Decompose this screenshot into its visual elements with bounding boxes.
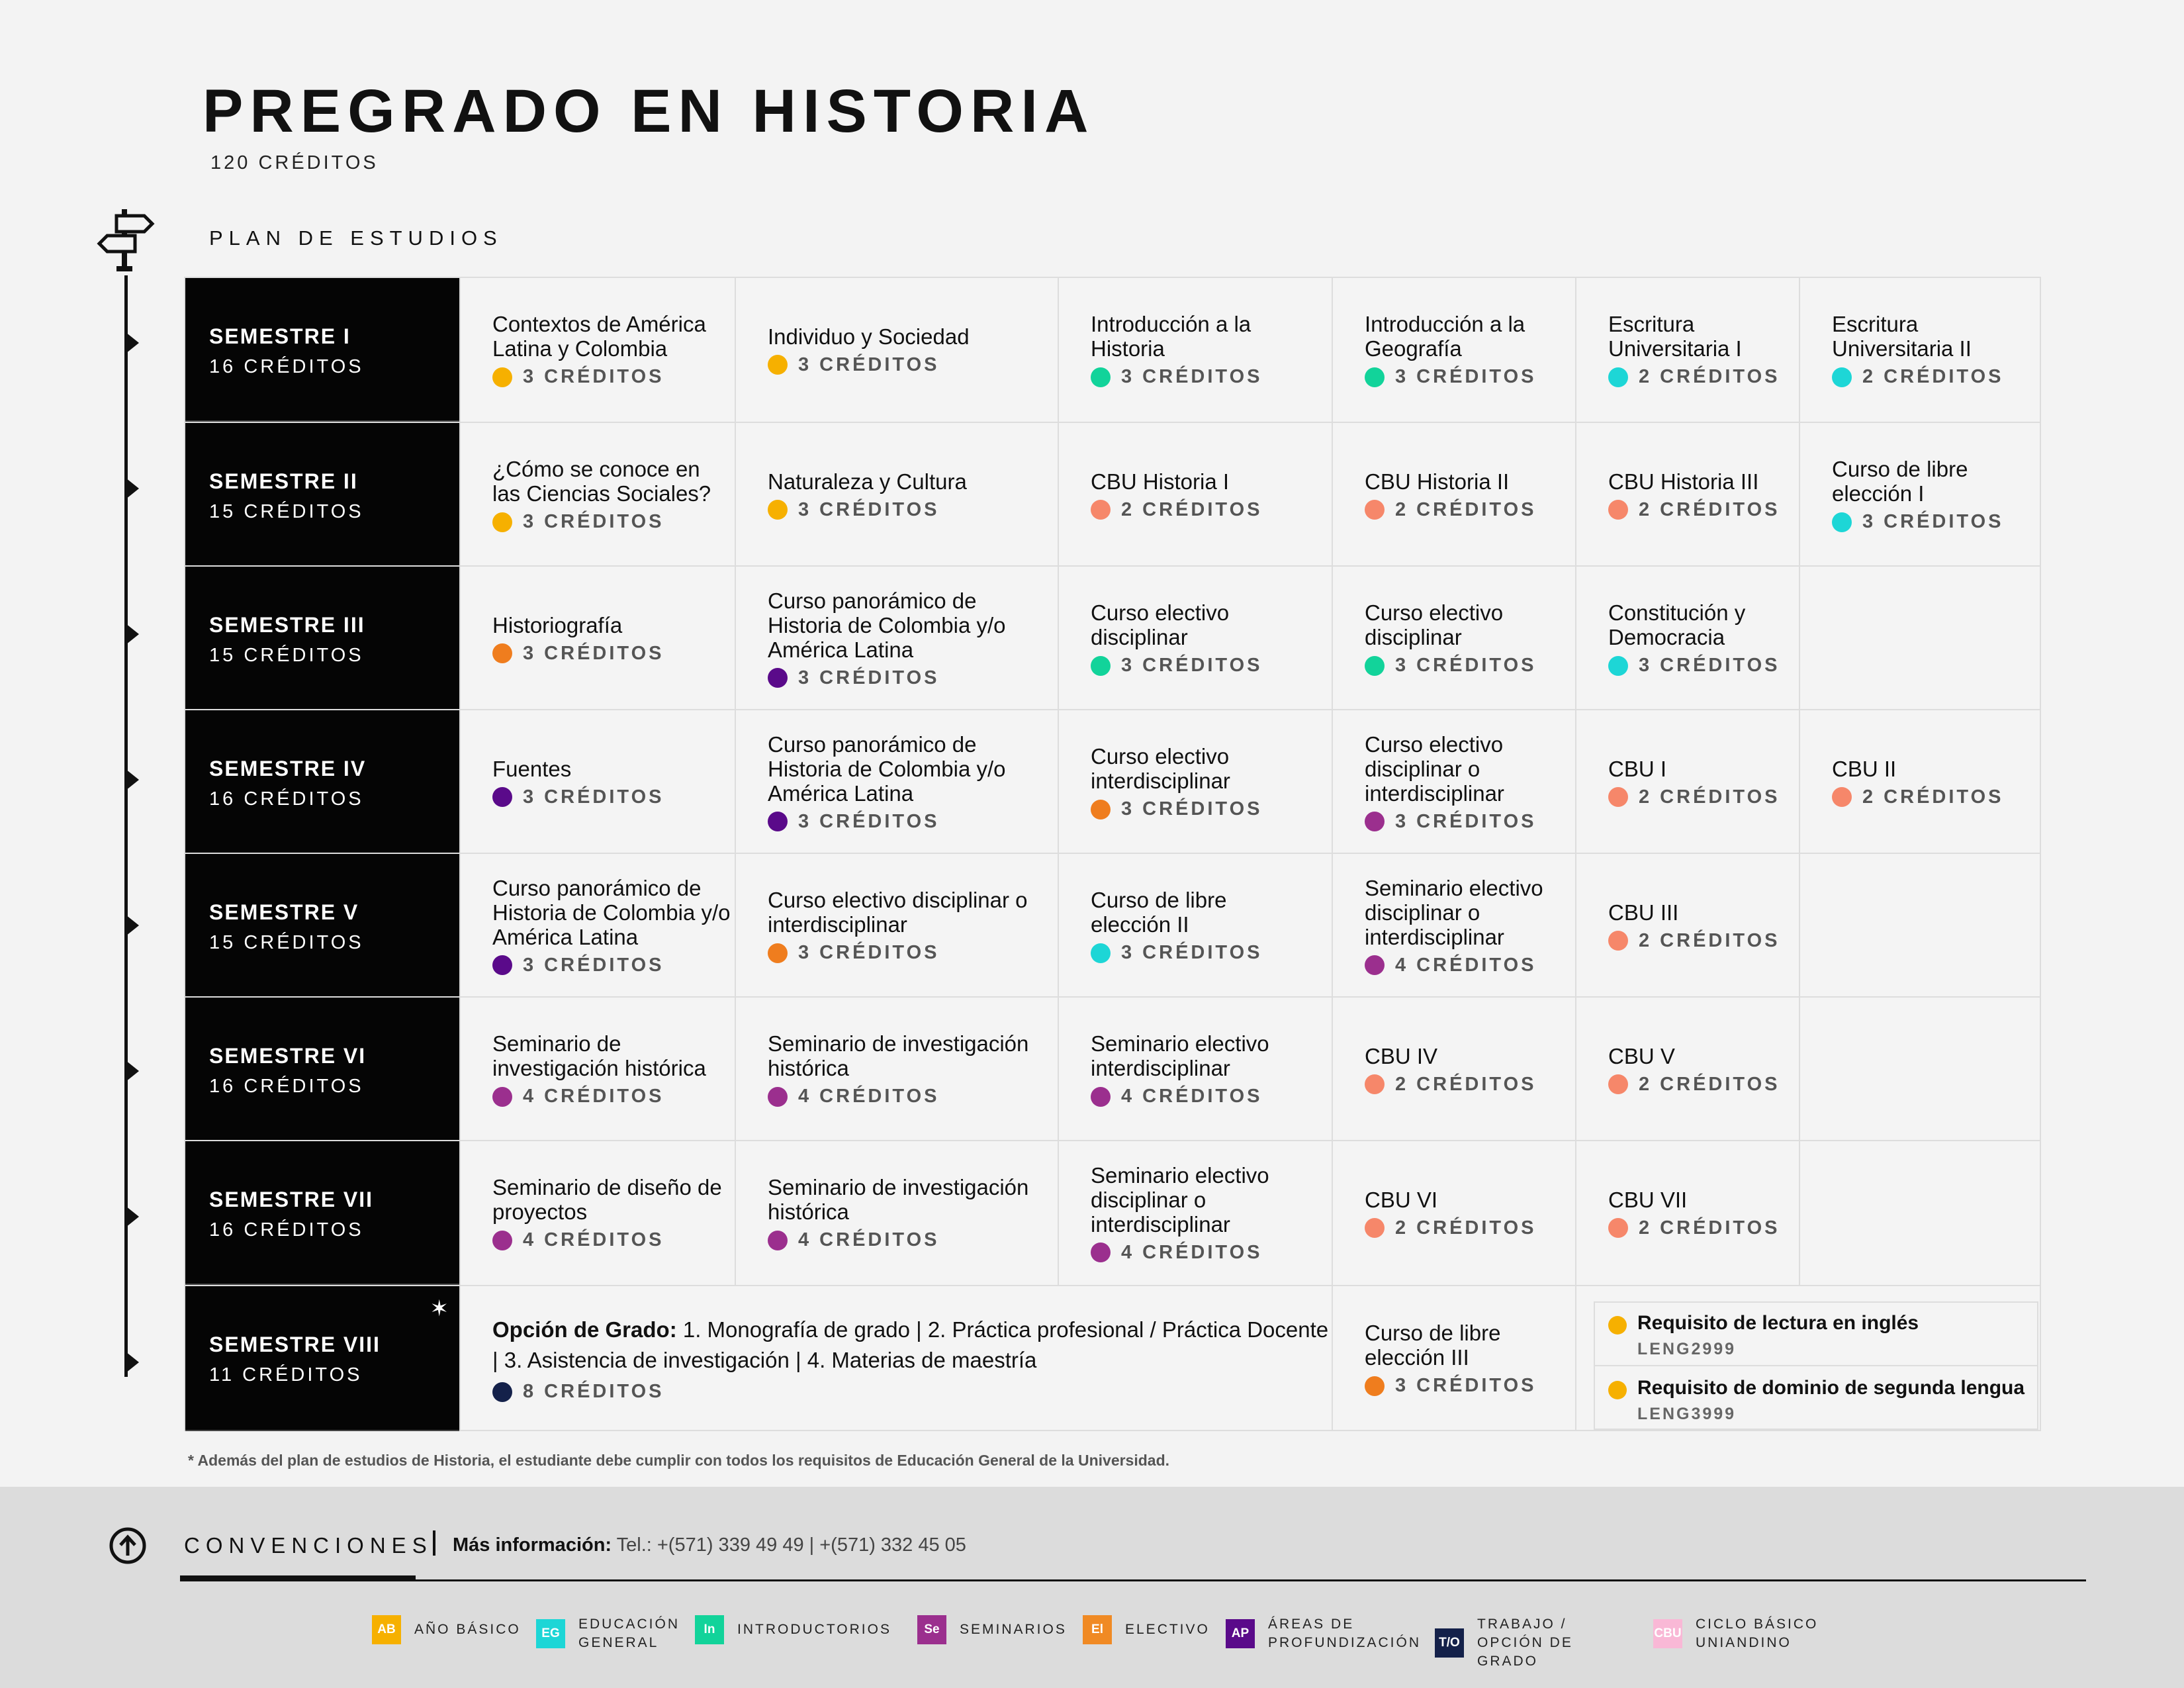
semester-credits: 16 CRÉDITOS (209, 788, 364, 810)
course-credits: 3 CRÉDITOS (492, 955, 735, 976)
semester-header (185, 1141, 459, 1285)
legend-label: EDUCACIÓN GENERAL (578, 1617, 680, 1650)
semester-name: SEMESTRE I (209, 324, 351, 348)
course-cell (1332, 278, 1575, 422)
semester-credits: 11 CRÉDITOS (209, 1364, 363, 1385)
course-name: Seminario de diseño de proyectos (492, 1175, 722, 1224)
empty-cell (1799, 567, 2040, 710)
requirement-english (1594, 1301, 2038, 1366)
legend-swatch: AB (372, 1615, 401, 1644)
legend-label: ÁREAS DE PROFUNDIZACIÓN (1268, 1617, 1421, 1650)
course-cell (1332, 423, 1575, 567)
category-dot (768, 812, 788, 831)
divider (433, 1530, 435, 1556)
category-dot (1365, 812, 1385, 831)
more-info-phone: Tel.: +(571) 339 49 49 | +(571) 332 45 05 (612, 1534, 966, 1556)
divider-accent (180, 1575, 416, 1581)
course-credits: 2 CRÉDITOS (1365, 1074, 1575, 1096)
legend-label: SEMINARIOS (960, 1622, 1067, 1637)
semester-name: SEMESTRE VIII (209, 1333, 381, 1356)
timeline-arrow-icon (126, 1060, 139, 1082)
legend-label: INTRODUCTORIOS (737, 1622, 891, 1637)
category-dot (1608, 1074, 1628, 1094)
course-credits: 3 CRÉDITOS (1365, 1375, 1575, 1397)
timeline-arrow-icon (126, 915, 139, 936)
category-dot (1608, 787, 1628, 807)
course-name: Historiografía (492, 612, 623, 637)
category-dot (492, 787, 512, 807)
grado-label: Opción de Grado: (492, 1317, 677, 1342)
course-cell (1058, 998, 1332, 1141)
course-credits: 2 CRÉDITOS (1608, 499, 1799, 521)
semester-name: SEMESTRE VI (209, 1044, 367, 1068)
course-name: Individuo y Sociedad (768, 324, 970, 349)
semester-credits: 16 CRÉDITOS (209, 1219, 364, 1241)
course-credits: 4 CRÉDITOS (1091, 1242, 1332, 1264)
course-cell (1575, 710, 1799, 854)
footnote: * Además del plan de estudios de Historia, el estudiante debe cumplir con todos los requisitos de Educación General de la Universidad. (188, 1452, 1170, 1469)
semester-header (185, 567, 459, 710)
category-dot (768, 500, 788, 520)
legend-swatch: AP (1226, 1619, 1255, 1648)
requirement-title: Requisito de dominio de segunda lengua (1637, 1377, 2025, 1399)
course-credits: 3 CRÉDITOS (768, 499, 1058, 521)
category-dot (492, 643, 512, 663)
category-dot (1832, 512, 1852, 532)
course-cell (1575, 423, 1799, 567)
course-credits: 4 CRÉDITOS (492, 1086, 735, 1107)
course-name: Contextos de América Latina y Colombia (492, 312, 706, 361)
category-dot (1365, 1218, 1385, 1238)
course-name: CBU VI (1365, 1187, 1438, 1212)
course-name: Seminario electivo disciplinar o interdisciplinar (1091, 1162, 1269, 1237)
arrow-up-circle-icon (109, 1526, 147, 1565)
grado-options (492, 1315, 1332, 1376)
category-dot (1365, 367, 1385, 387)
course-credits: 3 CRÉDITOS (492, 786, 735, 808)
course-name: CBU Historia II (1365, 469, 1510, 494)
legend-swatch: EG (536, 1619, 565, 1648)
course-name: CBU III (1608, 900, 1679, 925)
semester-header (185, 998, 459, 1141)
semester-header (185, 278, 459, 422)
course-cell (735, 998, 1058, 1141)
category-dot (492, 367, 512, 387)
course-credits: 4 CRÉDITOS (492, 1229, 735, 1251)
category-dot (492, 1382, 512, 1402)
semester-header (185, 423, 459, 567)
semester-credits: 16 CRÉDITOS (209, 1076, 364, 1097)
course-cell (459, 710, 735, 854)
semester-header (185, 1286, 459, 1431)
course-cell (1575, 854, 1799, 998)
divider (180, 1579, 2086, 1581)
semester-credits: 15 CRÉDITOS (209, 645, 364, 666)
course-name: ¿Cómo se conoce en las Ciencias Sociales? (492, 457, 711, 506)
course-cell (1058, 278, 1332, 422)
requirement-code: LENG3999 (1637, 1405, 1737, 1423)
course-name: Escritura Universitaria II (1832, 312, 1972, 361)
course-credits: 4 CRÉDITOS (768, 1086, 1058, 1107)
course-credits: 3 CRÉDITOS (768, 811, 1058, 833)
course-credits: 3 CRÉDITOS (492, 366, 735, 388)
course-credits: 8 CRÉDITOS (492, 1381, 1332, 1403)
course-credits: 2 CRÉDITOS (1608, 786, 1799, 808)
course-name: Naturaleza y Cultura (768, 469, 967, 494)
course-credits: 2 CRÉDITOS (1365, 1217, 1575, 1239)
semester-row-6 (185, 996, 2040, 1141)
category-dot (492, 512, 512, 532)
course-cell (1799, 278, 2040, 422)
course-cell (735, 567, 1058, 710)
course-cell (735, 710, 1058, 854)
course-credits: 2 CRÉDITOS (1091, 499, 1332, 521)
course-name: Curso electivo disciplinar o interdisciplinar (768, 888, 1028, 937)
timeline-arrow-icon (126, 332, 139, 353)
category-dot (1091, 656, 1111, 676)
signpost-icon (97, 209, 155, 273)
timeline-arrow-icon (126, 769, 139, 790)
course-cell (735, 854, 1058, 998)
course-name: Seminario de investigación histórica (768, 1031, 1029, 1080)
course-cell (1575, 567, 1799, 710)
category-dot (768, 1231, 788, 1250)
course-name: Introducción a la Historia (1091, 312, 1251, 361)
semester-row-4 (185, 709, 2040, 854)
course-credits: 2 CRÉDITOS (1365, 499, 1575, 521)
curriculum-grid (184, 277, 2041, 1431)
semester-credits: 16 CRÉDITOS (209, 356, 364, 377)
empty-cell (1799, 854, 2040, 998)
course-name: Curso electivo disciplinar (1091, 600, 1230, 649)
category-dot (1608, 367, 1628, 387)
category-dot (1365, 656, 1385, 676)
conventions-label: CONVENCIONES (184, 1533, 433, 1558)
semester-row-2 (185, 422, 2040, 567)
grado-cell (459, 1286, 1332, 1431)
legend-swatch: T/O (1435, 1628, 1464, 1658)
category-dot (1608, 931, 1628, 951)
category-dot (1608, 656, 1628, 676)
timeline-arrow-icon (126, 1206, 139, 1227)
course-name: Curso panorámico de Historia de Colombia y/o América Latina (768, 731, 1006, 806)
course-credits: 3 CRÉDITOS (492, 511, 735, 533)
category-dot (1608, 500, 1628, 520)
course-name: Curso electivo interdisciplinar (1091, 744, 1230, 793)
course-cell (1332, 1286, 1575, 1431)
semester-name: SEMESTRE IV (209, 757, 367, 780)
legend-item (1653, 1615, 1841, 1652)
course-name: Curso de libre elección II (1091, 888, 1227, 937)
requirement-code: LENG2999 (1637, 1340, 1737, 1358)
semester-credits: 15 CRÉDITOS (209, 501, 364, 522)
course-cell (459, 1141, 735, 1285)
course-name: Seminario electivo interdisciplinar (1091, 1031, 1269, 1080)
course-credits: 3 CRÉDITOS (1365, 655, 1575, 677)
category-dot (1091, 943, 1111, 963)
legend-item (1435, 1615, 1623, 1671)
course-credits: 3 CRÉDITOS (768, 354, 1058, 376)
course-credits: 3 CRÉDITOS (1091, 798, 1332, 820)
category-dot (492, 1087, 512, 1107)
legend-swatch: El (1083, 1615, 1112, 1644)
timeline-arrow-icon (126, 624, 139, 645)
more-info (453, 1534, 966, 1556)
course-credits: 3 CRÉDITOS (768, 667, 1058, 689)
legend-swatch: Se (917, 1615, 946, 1644)
course-name: CBU VII (1608, 1187, 1688, 1212)
requirement-dot (1608, 1381, 1627, 1399)
course-cell (1799, 710, 2040, 854)
category-dot (1091, 367, 1111, 387)
category-dot (1091, 1243, 1111, 1262)
semester-header (185, 854, 459, 998)
course-name: Curso panorámico de Historia de Colombia y/o América Latina (768, 588, 1006, 662)
footer (0, 1487, 2184, 1688)
course-credits: 3 CRÉDITOS (1091, 366, 1332, 388)
category-dot (1365, 500, 1385, 520)
empty-cell (1799, 1141, 2040, 1285)
course-name: Fuentes (492, 756, 572, 781)
course-name: Curso panorámico de Historia de Colombia y/o América Latina (492, 875, 731, 949)
course-credits: 3 CRÉDITOS (768, 942, 1058, 964)
legend-item (1083, 1615, 1210, 1644)
course-cell (1058, 1141, 1332, 1285)
course-cell (1058, 710, 1332, 854)
more-info-label: Más información: (453, 1534, 612, 1556)
course-name: CBU V (1608, 1043, 1675, 1068)
course-name: Curso electivo disciplinar o interdisciplinar (1365, 731, 1504, 806)
course-cell (1575, 278, 1799, 422)
course-name: Seminario electivo disciplinar o interdisciplinar (1365, 875, 1543, 949)
requirement-second-language (1594, 1365, 2038, 1430)
category-dot (768, 1087, 788, 1107)
course-name: Curso de libre elección III (1365, 1321, 1501, 1370)
category-dot (768, 355, 788, 375)
course-cell (1332, 854, 1575, 998)
category-dot (1365, 955, 1385, 975)
course-credits: 2 CRÉDITOS (1832, 366, 2040, 388)
course-credits: 2 CRÉDITOS (1608, 930, 1799, 952)
course-name: Escritura Universitaria I (1608, 312, 1742, 361)
legend-label: ELECTIVO (1125, 1622, 1210, 1637)
course-credits: 3 CRÉDITOS (1365, 811, 1575, 833)
requirement-dot (1608, 1316, 1627, 1335)
course-credits: 3 CRÉDITOS (1365, 366, 1575, 388)
legend-label: CICLO BÁSICO UNIANDINO (1696, 1617, 1819, 1650)
course-cell (735, 423, 1058, 567)
semester-header (185, 710, 459, 854)
semester-row-5 (185, 853, 2040, 998)
semester-row-3 (185, 565, 2040, 710)
course-credits: 3 CRÉDITOS (1091, 942, 1332, 964)
category-dot (1091, 1087, 1111, 1107)
legend-item (1226, 1615, 1421, 1652)
legend-item (917, 1615, 1067, 1644)
course-name: CBU II (1832, 756, 1897, 781)
legend-swatch: CBU (1653, 1619, 1682, 1648)
star-icon: ✶ (430, 1296, 449, 1321)
course-credits: 3 CRÉDITOS (1832, 511, 2040, 533)
course-cell (459, 854, 735, 998)
semester-row-7 (185, 1140, 2040, 1285)
category-dot (1365, 1074, 1385, 1094)
legend-item (372, 1615, 521, 1644)
category-dot (1365, 1376, 1385, 1396)
category-dot (1091, 500, 1111, 520)
total-credits: 120 CRÉDITOS (210, 152, 379, 173)
course-cell (459, 567, 735, 710)
semester-name: SEMESTRE II (209, 469, 358, 493)
course-cell (735, 278, 1058, 422)
course-name: CBU Historia I (1091, 469, 1230, 494)
course-credits: 4 CRÉDITOS (768, 1229, 1058, 1251)
course-name: CBU I (1608, 756, 1667, 781)
course-name: Introducción a la Geografía (1365, 312, 1525, 361)
course-name: Curso electivo disciplinar (1365, 600, 1504, 649)
semester-name: SEMESTRE III (209, 613, 365, 637)
course-cell (1058, 567, 1332, 710)
course-cell (459, 423, 735, 567)
course-cell (1332, 998, 1575, 1141)
course-credits: 2 CRÉDITOS (1832, 786, 2040, 808)
course-credits: 2 CRÉDITOS (1608, 1074, 1799, 1096)
semester-credits: 15 CRÉDITOS (209, 932, 364, 953)
course-cell (1575, 998, 1799, 1141)
course-cell (1799, 423, 2040, 567)
semester-row-1 (185, 278, 2040, 422)
course-cell (1058, 854, 1332, 998)
course-name: CBU IV (1365, 1043, 1438, 1068)
course-credits: 4 CRÉDITOS (1365, 955, 1575, 976)
course-name: Constitución y Democracia (1608, 600, 1746, 649)
course-name: CBU Historia III (1608, 469, 1759, 494)
category-dot (492, 1231, 512, 1250)
category-dot (768, 668, 788, 688)
course-credits: 3 CRÉDITOS (1091, 655, 1332, 677)
legend-label: TRABAJO / OPCIÓN DE GRADO (1477, 1617, 1573, 1669)
course-cell (735, 1141, 1058, 1285)
grado-text: 1. Monografía de grado | 2. Práctica profesional / Práctica Docente | 3. Asistencia de investigación | 4. Materias de maestría (492, 1317, 1329, 1372)
course-credits: 2 CRÉDITOS (1608, 1217, 1799, 1239)
category-dot (492, 955, 512, 975)
semester-name: SEMESTRE VII (209, 1188, 374, 1211)
category-dot (1832, 367, 1852, 387)
course-cell (1332, 710, 1575, 854)
course-credits: 3 CRÉDITOS (1608, 655, 1799, 677)
course-cell (459, 998, 735, 1141)
legend-label: AÑO BÁSICO (414, 1622, 521, 1637)
course-cell (1332, 567, 1575, 710)
course-name: Seminario de investigación histórica (492, 1031, 706, 1080)
course-name: Seminario de investigación histórica (768, 1175, 1029, 1224)
page-title: PREGRADO EN HISTORIA (203, 77, 1095, 145)
requirement-title: Requisito de lectura en inglés (1637, 1312, 1919, 1334)
course-cell (1575, 1141, 1799, 1285)
category-dot (1832, 787, 1852, 807)
timeline-arrow-icon (126, 1352, 139, 1373)
empty-cell (1799, 998, 2040, 1141)
category-dot (1091, 800, 1111, 820)
legend-item (695, 1615, 891, 1644)
course-name: Curso de libre elección I (1832, 457, 1968, 506)
course-cell (459, 278, 735, 422)
plan-label: PLAN DE ESTUDIOS (209, 226, 503, 250)
legend-swatch: In (695, 1615, 724, 1644)
course-cell (1058, 423, 1332, 567)
course-cell (1332, 1141, 1575, 1285)
course-credits: 3 CRÉDITOS (492, 643, 735, 665)
category-dot (768, 943, 788, 963)
category-dot (1608, 1218, 1628, 1238)
timeline-arrow-icon (126, 478, 139, 499)
course-credits: 4 CRÉDITOS (1091, 1086, 1332, 1107)
semester-name: SEMESTRE V (209, 900, 359, 924)
course-credits: 2 CRÉDITOS (1608, 366, 1799, 388)
